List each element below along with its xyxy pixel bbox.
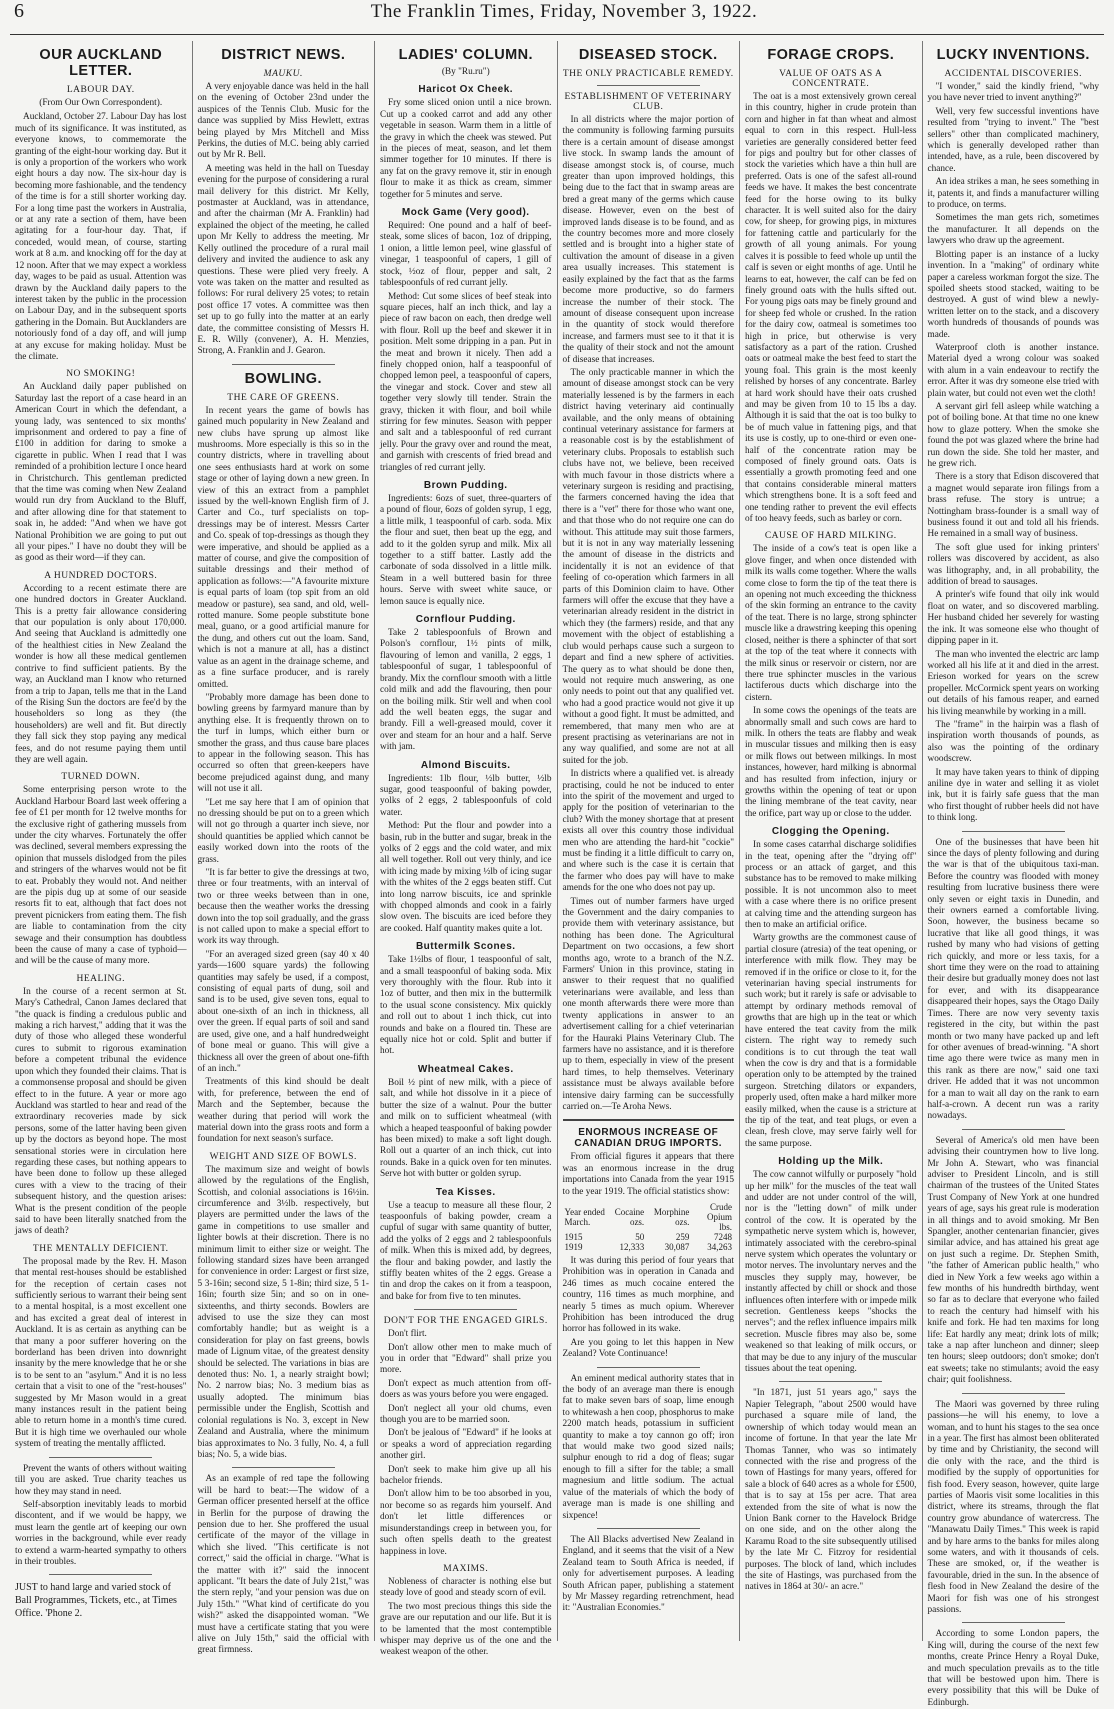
recipe-title: Wheatmeal Cakes. [417, 1063, 514, 1075]
paragraph: Ingredients: 1lb flour, ½lb butter, ½lb sugar, good teaspoonful of baking powder, yolks of 2 eggs, 2 tablespoonfuls of cold water. [380, 773, 552, 818]
paragraph: The two most precious things this side the grave are our reputation and our life. But it is to be lamented that the most contemptible whisper may deprive us of the one and the weakest weapon of the other. [380, 1601, 552, 1658]
paragraph: In the course of a recent sermon at St. Mary's Cathedral, Canon James declared that "the quack is finding a credulous public and making a rich harvest," adding that it was the duty of those who alleged these wonderful cures to submit to rigorous examination before a competent tribunal the evidence upon which they founded their claims. That is a commonsense proposal and should be given effect to in the future. A year or more ago Auckland was startled to hear and read of the extraordinary recoveries made by sick persons, some of the latter having been given up by the doctors as beyond hope. The most sensational stories were in circulation here regarding these cases, but nothing appears to have been done to follow up these alleged cures with a view to the tracing of their subsequent history, and the question arises: What is the present condition of the people said to have been literally snatched from the jaws of death? [15, 986, 187, 1237]
paragraph: An eminent medical authority states that in the body of an average man there is enough fat to make seven bars of soap, lime enough to whitewash a hen coop, phosphorus to make 2200 match heads, potassium in sufficient quantity to make a toy cannon go off; iron that would make two good sized nails; sulphur enough to rid a dog of fleas; sugar enough to fill a sifter for the table; a small magnesium and little sodium. The actual value of the materials of which the body of average man is made is one shilling and sixpence! [562, 1373, 734, 1521]
paragraph: There is a story that Edison discovered that a magnet would separate iron filings from a brass refuse. The story is untrue; a Nottingham brass-founder is a small way of business found it out and told all his friends. He remained in a small way of business. [927, 472, 1099, 540]
paragraph: In recent years the game of bowls has gained much popularity in New Zealand and new clubs have sprung up almost like mushrooms. More especially is this so in the country districts, where in travelling about one sees enthusiasts hard at work on some stage or other of laying down a new green. In view of this an extract from a pamphlet issued by the well-known English firm of J. Carter and Co., turf specialists on top-dressings may be of interest. Messrs Carter and Co. speak of top-dressings as though they were imperative, and should be applied as a matter of course, and give the composition of suitable dressings and their method of application as follows:—"A favourite mixture is equal parts of loam (top spit from an old meadow or pasture), sea sand, and old, well-rotted manure. Some people substitute bone meal, guano, or a good artificial manure for the dung, and others cut out the loam. Sand, which is not a manure at all, has a distinct value as an agent in the drainage scheme, and as a fine surface producer, and is rarely omitted. [197, 405, 369, 690]
paragraph: Don't allow him to be too absorbed in you, nor become so as regards him yourself. And don't let little differences or misunderstandings creep in between you, for such often spells death to the greatest happiness in love. [380, 1489, 552, 1557]
subheading: CAUSE OF HARD MILKING. [764, 531, 897, 542]
paragraph: Auckland, October 27. Labour Day has lost much of its significance. It was instituted, as everyone knows, to commemorate the granting of the eight-hour working day. But it is only a proportion of the workers who work eight hours a day now. The six-hour day is becoming more fashionable, and the tendency of the time is for a still shorter working day. For a long time past the workers in Australia, or at any rate a section of them, have been agitating for a four-hour day. That, if conceded, would mean, of course, starting work at 8 a.m. and knocking off for the day at 12 noon. After that we may expect a workless day, wages to be paid as usual. Attention was drawn by the Auckland daily papers to the interest taken by the public in the procession on Labour Day, and in the subsequent sports gathering in the Domain. But Aucklanders are notoriously fond of a day off, and will jump at any excuse for making holiday. Must be the climate. [15, 112, 187, 362]
paragraph: A meeting was held in the hall on Tuesday evening for the purpose of considering a rural mail delivery for this district. Mr Kelly, postmaster at Auckland, was in attendance, and after the chairman (Mr A. Franklin) had explained the object of the meeting, he called upon Mr Kelly to address the meeting. Mr Kelly outlined the procedure of a rural mail delivery and invited the audience to ask any questions. These were plied very freely. A vote was taken on the matter and resulted as follows: For rural delivery 25 votes; to retain post office 17 votes. A committee was then set up to go fully into the matter at an early date, the committee consisting of Messrs H. E. R. Willy (convener), A. H. Menzies, Strong, A. Franklin and J. Gearon. [197, 163, 369, 357]
byline: (By "Ru.ru") [441, 67, 490, 77]
paragraph: "In 1871, just 51 years ago," says the Napier Telegraph, "about 2500 would have purchased a square mile of land, the ownership of which today would mean an income of fortune. In that year the late Mr Thomas Tanner, who was so intimately connected with the rise and progress of the town of Hastings for many years, offered for sale a block of 640 acres as a whole for £500, that is to say at 15s per acre. That area extended from the site of what is now the Union Bank corner to the Havelock Bridge on one side, and on the other along the Karamu Road to the site subsequently utilised by the late Mr C. Fitzroy for residential purposes. The block of land, which includes the site of Hastings, was purchased from the natives in 1864 at 30/- an acre." [745, 1388, 917, 1593]
paragraph: Warty growths are the commonest cause of partial closure (atresia) of the teat opening, or interference with milk flow. They may be removed if in the orifice or close to it, for the veterinarian having special instruments for such work; but it rarely is safe or advisable to attempt by ordinary methods removal of growths that are high up in the teat or which have entered the teat cavity from the milk cistern. The right way to remedy such conditions is to cut through the teat wall when the cow is dry and that is a formidable operation only to be attempted by the trained surgeon. Stretching dilators or expanders, properly used, often make a hard milker more easily milked, when the cause is a stricture at the tip of the teat, and teat plugs, or even a clean, fresh clove, may serve fairly well for the same purpose. [745, 933, 917, 1149]
paragraph: "It is far better to give the dressings at two, three or four treatments, with an interval of two or three weeks between than in one, because then the weather works the dressing down into the top soil gradually, and the grass is not called upon to make a special effort to work its way through. [197, 868, 369, 947]
paragraph: Treatments of this kind should be dealt with, for preference, between the end of March and the September, because the weather during that period will work the material down into the grass roots and form a foundation for next season's surface. [197, 1077, 369, 1145]
paragraph: In some cows the openings of the teats are abnormally small and such cows are hard to milk. In others the teats are flabby and weak in muscular tissues and milking then is easy or milk flows out between milkings. In most instances, however, hard milking is abnormal and has resulted from infection, injury or growths within the opening of teat or upon the lining membrane of the teat cavity, near the orifice, part way up or close to the udder. [745, 706, 917, 819]
masthead [10, 0, 1104, 35]
paragraph: Take 1½lbs of flour, 1 teaspoonful of salt, and a small teaspoonful of baking soda. Mix very thoroughly with the flour. Rub into it 1oz of butter, and then mix in the buttermilk to the usual scone consistency. Mix quickly and roll out to about 1 inch thick, cut into rounds and bake on a floured tin. These are equally nice hot or cold. Split and butter if hot. [380, 955, 552, 1057]
recipe-title: Brown Pudding. [423, 480, 508, 491]
columns [10, 41, 1104, 1708]
paragraph: In all districts where the major portion of the community is following farming pursuits there is a certain amount of disease amongst live stock. In swamp lands the amount of disease amongst stock is, of course, much greater than upon improved holdings, this being due to the fact that in swamp areas are bred a great many of the germs which cause disease. However, even on the best of improved lands disease is to be found, and as the country becomes more and more closely settled and is brought into a higher state of cultivation the amount of disease in a given area usually increases. This statement is easily explained by the fact that as the farms become more productive, so do farmers increase the number of their stock. The amount of disease consequent upon increase in the quantity of stock would therefore increase, and farmers must see to it that it is the quality of their stock and not the amount of disease that increases. [562, 115, 734, 365]
paragraph: It was during this period of four years that Prohibition was in operation in Canada and 246 times as much cocaine entered the country, 116 times as much morphine, and nearly 5 times as much opium. Wherever Prohibition has been introduced the drug horror has followed in its wake. [562, 1255, 734, 1335]
paragraph: The All Blacks advertised New Zealand in England, and it seems that the visit of a New Zealand team to South Africa is needed, if only for advertisement purposes. A leading South African paper, publishing a statement by Mr Massey regarding retrenchment, head it: "Australian Economies." [562, 1534, 734, 1614]
page-number: 6 [14, 0, 24, 22]
subheading: DON'T FOR THE ENGAGED GIRLS. [383, 1316, 548, 1327]
column-heading: DISEASED STOCK. [578, 47, 718, 63]
paragraph: The cow cannot wilfully or purposely "hold up her milk" for the muscles of the teat wall and udder are not under control of the will, nor is the "letting down" of milk under control of the cow. It is operated by the sympathetic nerve system which is, however, intimately associated with the cerebro-spinal nerve system which operates the voluntary or motor nerves. The involuntary nerves and the muscles they supply may, however, be instantly affected by chill or shock and those influences often interfere with or impede milk secretion. Gentleness keeps "shocks the nerves"; and the reflex influence impairs milk secretion. Muscle fibres may also be, some weakened so that leaking of milk occurs, or that may be due to any injury of the muscular tissues about the teat opening. [745, 1170, 917, 1375]
subheading: ENORMOUS INCREASE OF CANADIAN DRUG IMPORTS. [574, 1127, 723, 1150]
table-cell: 34,263 [707, 1241, 732, 1252]
subheading: LABOUR DAY. [66, 85, 135, 95]
table-header: Crude Opium lbs. [706, 1201, 732, 1232]
subheading: MAUKU. [263, 69, 303, 79]
divider [232, 364, 335, 365]
divider [232, 1467, 335, 1468]
subheading: TURNED DOWN. [61, 772, 141, 783]
paragraph: The only practicable manner in which the amount of disease amongst stock can be very materially lessened is by the farmers in each district having veterinary aid continually available, and the only means of obtaining continual veterinary assistance for farmers at a reasonable cost is by the establishment of veterinary clubs. Proposals to establish such clubs have not, we believe, been received with much favour in those districts where a veterinary surgeon is residing and practising, the farmers concerned having the idea that there is a "vet" there for those who want one, and that those who do not require one can do without. This attitude may suit those farmers, but it is not in any way materially lessening the amount of disease in the districts and incidentally it is not an evidence of that feeling of co-operation which farmers in all parts of this Dominion claim to have. Other farmers will offer the excuse that they have a veterinarian already resident in the district in which they (the farmers) reside, and that any movement with the object of establishing a club would perhaps cause such a surgeon to depart and find a new sphere of activities. The query as to what should be done then, would not require much answering, as one only needs to point out that any qualified vet. who had a good practice would not give it up without a good fight. It must be admitted, and remembered, that many men who are at present practising as veterinarians are not in any way qualified, and some are not at all suited for the job. [562, 367, 734, 766]
paragraph: Times out of number farmers have urged the Government and the dairy companies to provide them with veterinary assistance, but nothing has been done. The Agricultural Department on two occasions, a few short months ago, wrote to a branch of the N.Z. Farmers' Union in this province, stating in answer to their request that no qualified veterinarians were available, and less than one month afterwards there were more than twenty applications in answer to an advertisement calling for a chief veterinarian for the Hauraki Plains Veterinary Club. The farmers have no assistance, and it is therefore up to them, especially in view of the present hard times, to help themselves. Veterinary assistance must be always available before intensive dairy farming can be successfully carried on.—Te Aroha News. [562, 896, 734, 1112]
paragraph: Are you going to let this happen in New Zealand? Vote Continuance! [562, 1337, 734, 1360]
paragraph: According to a recent estimate there are one hundred doctors in Greater Auckland. This is a pretty fair allowance considering that our population is only about 170,000. And seeing that Auckland is admittedly one of the healthiest cities in New Zealand the wonder is how all these medical gentlemen contrive to find sufficient patients. By the way, an Auckland man I know who returned from a trip to Japan, tells me that in the Land of the Rising Sun the doctors are fee'd by the householders so long as they (the householders) are well and fit. But directly they fall sick they stop paying any medical fees, and do not resume paying them until they are well again. [15, 583, 187, 765]
table-cell: 1915 [564, 1231, 583, 1242]
subheading: NO SMOKING! [66, 369, 136, 380]
divider [49, 1574, 152, 1575]
table-cell: 50 [635, 1231, 645, 1242]
newspaper-title: The Franklin Times, Friday, November 3, 1922. [370, 1, 758, 22]
paragraph: The inside of a cow's teat is open like a glove finger, and when once distended with milk its walls come together. Where the walls come close to form the tip of the teat there is an opening not much exceeding the thickness of the skin forming an entrance to the cavity of the teat. There is no large, strong sphincter muscle like a drawstring keeping this opening closed, neither is there a sphincter of that sort at the top of the teat where it connects with the milk sinus or reservoir or cistern, nor are there true sphincter muscles in the various lactiferous ducts which discharge into the cistern. [745, 544, 917, 703]
divider [962, 831, 1065, 832]
paragraph: Don't expect as much attention from off-doers as was yours before you were engaged. [380, 1378, 552, 1401]
paragraph: "I wonder," said the kindly friend, "why you have never tried to invent anything?" [927, 82, 1099, 104]
paragraph: It may have taken years to think of dipping aniline dye in water and selling it as violet ink, but it is fairly safe guess that the man who first thought of rubber heels did not have to think long. [927, 767, 1099, 824]
paragraph: Boil ½ pint of new milk, with a piece of salt, and while hot dissolve in it a piece of butter the size of a walnut. Pour the butter and milk on to sufficient wheatmeal (with which a heaped teaspoonful of baking powder has been mixed) to make a soft light dough. Roll out a quarter of an inch thick, cut into rounds. Bake in a quick oven for ten minutes. Serve hot with butter or golden syrup. [380, 1077, 552, 1180]
subheading: Holding up the Milk. [778, 1156, 884, 1168]
table-cell: 7248 [714, 1231, 732, 1242]
table-header: Cocaine ozs. [614, 1206, 645, 1227]
subheading: VALUE OF OATS AS A CONCENTRATE. [779, 69, 883, 89]
paragraph: Some enterprising person wrote to the Auckland Harbour Board last week offering a fee of £1 per month for 12 twelve months for the exclusive right of gathering mussels from under the city wharves. Fortunately the offer was declined, several members expressing the opinion that mussels dislodged from the piles and stringers of the wharves would not be fit to eat. Probably they would not. And neither are the pipis dug up at some of our seaside resorts fit to eat, although that fact does not prevent picnickers from eating them. The fish are liable to contamination from the city sewage and their consumption has doubtless been the cause of many a case of typhoid—and will be the cause of many more. [15, 785, 187, 967]
column-forage-crops [740, 41, 923, 1641]
column-heading: LUCKY INVENTIONS. [936, 47, 1090, 63]
recipe-title: Almond Biscuits. [420, 759, 511, 771]
divider [597, 1528, 700, 1529]
advert-notice: JUST to hand large and varied stock of Ball Programmes, Tickets, etc., at Times Office. 'Phone 2. [15, 1582, 177, 1620]
paragraph: Blotting paper is an instance of a lucky invention. In a "making" of ordinary white paper a careless workman forgot the size. The spoiled sheets stood stacked, waiting to be destroyed. A gust of wind blew a newly-written letter on to the stack, and a discovery worth hundreds of thousands of pounds was made. [927, 249, 1099, 340]
paragraph: Don't be jealous of "Edward" if he looks at or speaks a word of appreciation regarding another girl. [380, 1428, 552, 1462]
column-ladies [375, 41, 558, 1658]
divider [962, 1622, 1065, 1623]
divider [597, 1367, 700, 1368]
paragraph: Fry some sliced onion until a nice brown. Cut up a cooked carrot and add any other vegetable in season. Warm them in a little of the gravy in which the cheek was stewed. Put in the pieces of meat, season, and let them simmer together for 10 minutes. If there is any fat on the gravy remove it, stir in enough flour to make it as thick as cream, simmer together for 5 minutes and serve. [380, 98, 552, 200]
recipe-title: Tea Kisses. [435, 1186, 496, 1198]
column-heading: LADIES' COLUMN. [398, 47, 533, 63]
paragraph: A servant girl fell asleep while watching a pot of boiling bone. At that time no one knew how to glaze pottery. When the smoke she found the pot was glazed where the brine had run down the side. She told her master, and he grew rich. [927, 401, 1099, 469]
paragraph: One of the businesses that have been hit since the days of plenty following and during the war is that of the ubiquitous taxi-man. Before the country was flooded with money resulting from lucrative business there were only seven or eight taxis in Dunedin, and their owners earned a comfortable living. Soon, however, the business became so lucrative that like all good things, it was rushed by many who had visions of getting rich quickly, and more or less taxis, for a short time they were on the road to attaining their desire but gradually money does not last for ever, and with its disappearance disappeared their hopes, says the Otago Daily Times. There are now very seventy taxis registered in the city, but within the past month or two many have packed up and left for other avenues of bread-winning. "A short time ago there were twice as many men in this rank as there are now," said one taxi driver. He added that it was not uncommon for a man to wait all day on the rank to earn half-a-crown. A decent run was a rarity nowadays. [927, 837, 1099, 1122]
paragraph: Take 2 tablespoonfuls of Brown and Polson's cornflour, 1½ pints of milk, flavouring of lemon and vanilla, 2 eggs, 1 tablespoonful of sugar, 1 tablespoonful of brandy. Mix the cornflour smooth with a little cold milk and add the flavouring, then pour on the boiling milk. Stir well and when cool add the well beaten eggs, the sugar and brandy. Fill a well-greased mould, cover it over and steam for an hour and a half. Serve with jam. [380, 628, 552, 753]
paragraph: The "frame" in the hairpin was a flash of inspiration worth thousands of pounds, as also was the pointing of the ordinary woodscrew. [927, 719, 1099, 765]
subheading: A HUNDRED DOCTORS. [44, 570, 158, 581]
table-cell: 1919 [564, 1241, 583, 1252]
paragraph: "For an averaged sized green (say 40 x 40 yards—1600 square yards) the following quantities may safely be used, if a compost, consisting of equal parts of dung, soil and sand is to be used, give seven tons, equal to about one-sixth of an inch in thickness, all over the green. If equal parts of soil and sand are used, give one, and a half hundredweight of bone meal or guano. This will give a thickness all over the green of about one-fifth of an inch." [197, 949, 369, 1074]
divider [779, 1381, 882, 1382]
column-heading: BOWLING. [244, 370, 322, 387]
divider [962, 1393, 1065, 1394]
paragraph: Don't seek to make him give up all his bachelor friends. [380, 1464, 552, 1487]
divider [49, 1457, 152, 1458]
table-cell: 30,087 [664, 1241, 690, 1252]
subheading: ESTABLISHMENT OF VETERINARY CLUB. [564, 92, 733, 112]
column-heading: OUR AUCKLAND LETTER. [39, 47, 163, 79]
recipe-title: Cornflour Pudding. [415, 614, 516, 626]
table-row [563, 1242, 735, 1252]
paragraph: In districts where a qualified vet. is already practising, could he not be induced to enter into the spirit of the movement and urged to apply for the position of veterinarian to the club? With the money shortage that at present exists all over this country those individual men who are attending the hard-hit "cockie" must be finding it a little difficult to carry on, and where such is the case it is certain that the farmer who does pay will have to make amends for the one who does not pay up. [562, 769, 734, 894]
paragraph: As an example of red tape the following will be hard to beat:—The widow of a German officer presented herself at the office in Berlin for the purpose of drawing the pension due to her. She proffered the usual certificate of the mayor of the village in which she lived. "This certificate is not correct," said the official in charge. "What is the matter with it?" said the innocent applicant. "It bears the date of July 21st," was the stern reply, "and your pension was due on July 15th." "What kind of certificate do you wish?" asked the disappointed woman. "We must have a certificate stating that you were alive on July 15th," said the official with great firmness. [197, 1474, 369, 1656]
column-diseased-stock [558, 41, 741, 1641]
subheading: HEALING. [76, 973, 126, 984]
paragraph: The soft glue used for inking printers' rollers was discovered by accident, as also was lithography, and, in all probability, the addition of bread to sausages. [927, 542, 1099, 588]
paragraph: An idea strikes a man, he sees something in it, patents it, and finds a manufacturer willing to produce, on terms. [927, 177, 1099, 211]
subheading: THE MENTALLY DEFICIENT. [32, 1243, 169, 1254]
paragraph: Use a teacup to measure all these flour, 2 teaspoonfuls of baking powder, cream a cupful of sugar with same quantity of butter, add the yolks of 2 eggs and 2 tablespoonfuls of milk. When this is mixed add, by degrees, the flour and baking powder, and lastly the stiffly beaten whites of the 2 eggs. Grease a tin and drop the cakes on it from a teaspoon, and bake for from five to ten minutes. [380, 1200, 552, 1302]
paragraph: From official figures it appears that there was an enormous increase in the drug importations into Canada from the year 1915 to the year 1919. The official statistics show: [562, 1152, 734, 1197]
table-header: Year ended March. [564, 1206, 605, 1227]
paragraph: The maximum size and weight of bowls allowed by the regulations of the English, Scottish, and colonial associations is 16½in. circumference and 3½lb. respectively, but players are permitted under the laws of the game in competitions to use smaller and lighter bowls at their discretion. There is no minimum limit to either size or weight. The following standard sizes have been arranged for convenience in order: Largest or first size, 5 3-16in; second size, 5 1-8in; third size, 5 1-16in; fourth size 5in; and so on in one-sixteenths, and thirty seconds. Bowlers are advised to use the size they can most comfortably handle; but as weight is a consideration for play on fast greens, bowls made of Lignum vitae, of the greatest density should be selected. The variations in bias are denoted thus: No. 1, a nearly straight bowl; No. 2 narrow bias; No. 3 medium bias as usually adopted. The minimum bias permissible under the English, Scottish and colonial regulations is No. 3, except in New Zealand and Australia, where the minimum bias approximates to No. 3 fully, No. 4, a full bias; No. 5, a wide bias. [197, 1164, 369, 1460]
recipe-title: Mock Game (Very good). [401, 207, 530, 219]
paragraph: Required: One pound and a half of beef-steak, some slices of bacon, 1oz of dripping, 1 onion, a little lemon peel, wine glassful of vinegar, 1 teaspoonful of capers, 1 gill of stock, ½oz of flour, pepper and salt, 2 tablespoonfuls of red currant jelly. [380, 221, 552, 289]
column-auckland-letter [10, 41, 193, 1641]
paragraph: Sometimes the man gets rich, sometimes the manufacturer. It all depends on the lawyers who draw up the agreement. [927, 213, 1099, 247]
paragraph: The proposal made by the Rev. H. Mason that mental rest-houses should be established for the reception of certain cases not sufficiently serious to warrant their being sent to a mental hospital, is a most excellent one and has excited a great deal of interest in Auckland. It is as certain as anything can be that many a poor sufferer hovering on the borderland has been driven into downright insanity by the mere knowledge that he or she is to be sent to an "asylum." And it is no less certain that a visit to one of the "rest-houses" suggested by Mr Mason would in a great many instances result in the patient being able to return home in a month's time cured. But it is high time we overhauled our whole system of treating the mentally afflicted. [15, 1256, 187, 1450]
paragraph: The Maori was governed by three ruling passions—he will his enemy, to love a woman, and to hunt his stages to the sea once in a year. The first has almost been obliterated by time and by Christianity, the second will die only with the race, and the third is modified by the supply of opportunities for fish food. Every season, however, quite large parties of Maoris visit some localities in this district, where its streams, through the flat country grow abundance of watercress. The "Manawatu Daily Times." This week is rapid and by hare arms to the banks for miles along some waters, and with it thousands of cels. These are smoked, or, if the weather is favourable, dried in the sun. In the absence of flesh food in New Zealand the desire of the Maori for fish was one of his strongest passions. [927, 1399, 1100, 1615]
paragraph: A printer's wife found that oily ink would float on water, and so discovered marbling. Her husband chided her severely for wasting the ink. It was someone else who thought of dipping paper in it. [927, 590, 1099, 647]
paragraph: According to some London papers, the King will, during the course of the next few months, create Prince Henry a Royal Duke, and much speculation prevails as to the title that will be bestowed upon him. There is every possibility that this will be Duke of Edinburgh. [927, 1629, 1099, 1708]
column-district-news [193, 41, 376, 1656]
paragraph: Don't flirt. [388, 1329, 427, 1340]
table-row [563, 1232, 735, 1242]
column-lucky-inventions [923, 41, 1105, 1708]
paragraph: The oat is a most extensively grown cereal in this country, higher in crude protein than corn and higher in fat than wheat and almost equal to corn in this respect. Hull-less varieties are generally considered better feed for pigs and poultry but for other classes of stock the varieties which have a thin hull are preferred. Oats is one of the safest all-round feeds we have. It makes the best concentrate feed for the horse owing to its bulky character. It is well suited also for the dairy cow, for sheep, for growing pigs, in mixtures for fattening cattle and particularly for the growth of all young animals. For young calves it is possible to feed whole up until the calf is seven or eight months of age. Until he learns to eat, however, the calf can be fed on finely ground oats with the hulls sifted out. For young pigs oats may be finely ground and for sheep fed whole or crushed. In the ration for the dairy cow, oatmeal is sometimes too high in price, but otherwise is very satisfactory as a part of the ration. Crushed oats or oatmeal make the best feed to start the young foal. This grain is the most keenly relished by horses of any concentrate. Barley at hard work should have their oats crushed and may be given from 10 to 15 lbs a day. Although it is said that the oat is too bulky to be of much value in fattening pigs, and that its use is costly, up to one-third or even one-half of the concentrate ration may be composed of finely ground oats. Oats is essentially a growth promoting feed and one that contains considerable mineral matters which strengthens bone. It is a soft feed and one tending rather to prevent the evil effects of too heavy feeds, such as barley or corn. [745, 92, 917, 525]
byline: (From Our Own Correspondent). [39, 98, 163, 108]
paragraph: Nobleness of character is nothing else but steady love of good and steady scorn of evil. [380, 1576, 552, 1599]
subheading: WEIGHT AND SIZE OF BOWLS. [209, 1151, 357, 1162]
paragraph: Don't allow other men to make much of you in order that "Edward" shall prize you more. [380, 1342, 552, 1376]
paragraph: Self-absorption inevitably leads to morbid discontent, and if we would be happy, we must learn the gentle art of keeping our own worries in the background, while ever ready to extend a warm-hearted sympathy to others in their troubles. [15, 1499, 187, 1567]
subheading: MAXIMS. [443, 1563, 489, 1574]
paragraph: Prevent the wants of others without waiting till you are asked. True charity teaches us how they may stand in need. [15, 1463, 187, 1497]
paragraph: Don't neglect all your old chums, even though you are to be married soon. [380, 1403, 552, 1426]
column-heading: DISTRICT NEWS. [221, 47, 346, 63]
table-header: Morphine ozs. [653, 1206, 690, 1227]
paragraph: The man who invented the electric arc lamp worked all his life at it and died in the arrest. Erieson worked for years on the screw propeller. McCormick spent years on working out details of his famous reaper, and earned his living meanwhile by working in a mill. [927, 649, 1099, 717]
divider [597, 85, 700, 86]
recipe-title: Haricot Ox Cheek. [418, 84, 514, 96]
paragraph: Method: Put the flour and powder into a basin, rub in the butter and sugar, break in the yolks of 2 eggs and the cold water, and mix all well together. Roll out very thinly, and ice with icing made by mixing ½lb of icing sugar with the whites of the 2 eggs beaten stiff. Cut into long narrow biscuits, ice and sprinkle with chopped almonds and cook in a fairly slow oven. The biscuits are iced before they are cooked. Half quantity makes quite a lot. [380, 821, 552, 934]
paragraph: Waterproof cloth is another instance. Material dyed a wrong colour was soaked with alum in a vain endeavour to rectify the error. After it was dry someone else tried with plain water, but could not even wet the cloth! [927, 342, 1099, 399]
recipe-title: Buttermilk Scones. [415, 941, 516, 953]
subheading: Clogging the Opening. [771, 826, 890, 838]
paragraph: Ingredients: 6ozs of suet, three-quarters of a pound of flour, 6ozs of golden syrup, 1 egg, a little milk, 1 teaspoonful of carb. soda. Mix the flour and suet, then beat up the egg, and add to it the golden syrup and milk. Mix all together to a stiff batter. Lastly add the carbonate of soda dissolved in a little milk. Steam in a well buttered basin for three hours. Serve with sweet white sauce, or lemon sauce is equally nice. [380, 494, 552, 607]
paragraph: Method: Cut some slices of beef steak into square pieces, half an inch thick, and lay a piece of raw bacon on each, then dredge well with flour. Roll up the beef and skewer it in position. Melt some dripping in a pan. Put in the meat and brown it nicely. Then add a finely chopped onion, half a teaspoonful of chopped lemon peel, a teaspoonful of capers, the vinegar and stock. Cover and stew all together very slowly till tender. Strain the gravy, thicken it with flour, and boil while stirring for few minutes. Season with pepper and salt and a tablespoonful of red currant jelly. Pour the gravy over and round the meat, and garnish with crescents of fried bread and triangles of red currant jelly. [380, 291, 552, 473]
subheading: THE CARE OF GREENS. [227, 392, 340, 403]
table-cell: 259 [675, 1231, 690, 1242]
subheading: THE ONLY PRACTICABLE REMEDY. [562, 69, 734, 79]
paragraph: In some cases catarrhal discharge solidifies in the teat, opening after the "drying off" process or an attack of garget, and this substance has to be removed to make milking possible. It is not uncommon also to meet with a case where there is no orifice present at calving time and the attending surgeon has then to make an artificial orifice. [745, 840, 917, 931]
paragraph: An Auckland daily paper published on Saturday last the report of a case heard in an American Court in which the defendant, a young lady, was sentenced to six months' imprisonment and ordered to pay a fine of £100 in addition for daring to smoke a cigarette in public. When I read that I was reminded of a prohibition lecture I once heard in Christchurch. This gentleman predicted that the time was coming when New Zealand would run dry from Auckland to the Bluff, and after allowing dine for that statement to soak in, he added: "And when we have got National Prohibition we are going to put out all your pipes." I have no doubt they will be as good as their word—if they can. [15, 382, 187, 564]
divider [563, 1119, 735, 1121]
column-heading: FORAGE CROPS. [767, 47, 895, 63]
drug-import-table [563, 1202, 735, 1252]
table-cell: 12,333 [619, 1241, 645, 1252]
paragraph: Several of America's old men have been advising their countrymen how to live long. Mr John A. Stewart, who was financial adviser to President Lincoln, and is still chairman of the trustees of the United States Trust Company of New York at one hundred years of age, says his great rule is moderation in all things and to avoid smoking. Mr Ben Spangler, another centenarian financier, gives similar advice, and has attained his great age on just such a regime. Dr. Stephen Smith, "the father of American public health," who died in New York a few weeks ago within a few months of his hundredth birthday, went so far as to declare that everyone who failed to reach the century had himself with his knife and fork. He had ten maxims for long life: Eat hardly any meat; drink lots of milk; take a nap after luncheon and dinner; sleep ten hours; sleep outdoors; don't smoke; don't eat sweets; take no stimulants; avoid the easy chair; quit foolishness. [927, 1135, 1099, 1386]
paragraph: Well, very few successful inventions have resulted from "trying to invent." The "best sellers" other than complicated machinery, which is generally developed rather than intended, have, as a rule, been discovered by chance. [927, 106, 1099, 174]
divider [962, 1129, 1065, 1130]
paragraph: "Let me say here that I am of opinion that no dressing should be put on to a green which will not go through a quarter inch sieve, nor should quantities be applied which cannot be easily worked down into the roots of the grass. [197, 797, 369, 865]
paragraph: "Probably more damage has been done to bowling greens by farmyard manure than by anything else. It is frequently thrown on to the turf in lumps, which either burn or smother the grass, and thus cause bare places to appear in the following season. This has occurred so often that green-keepers have become prejudiced against dung, and many will not use it all. [197, 692, 369, 795]
paragraph: A very enjoyable dance was held in the hall on the evening of October 23nd under the auspices of the Tennis Club. Music for the dance was supplied by Miss Hewlett, extras being played by Mrs Mitchell and Miss Perkins, the duties of M.C. being ably carried out by Mr R. Bell. [197, 82, 369, 161]
divider [414, 1309, 517, 1310]
subheading: ACCIDENTAL DISCOVERIES. [944, 69, 1083, 79]
